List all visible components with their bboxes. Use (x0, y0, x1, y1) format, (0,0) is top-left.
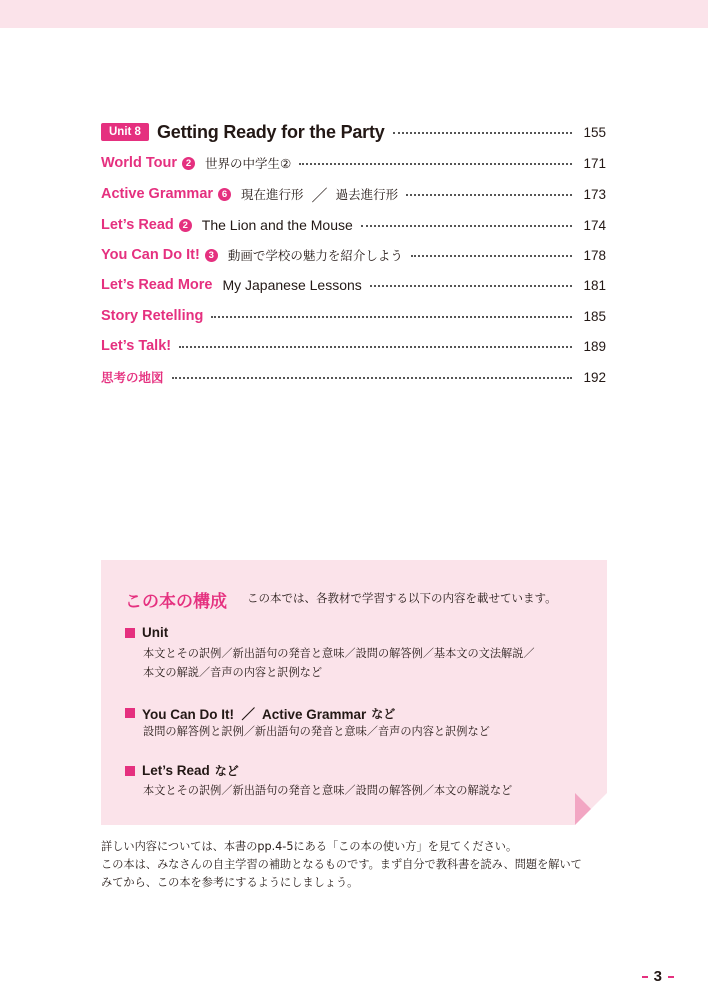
toc-row-lets-talk[interactable] (101, 334, 606, 358)
square-bullet-icon (125, 766, 135, 776)
dot-leader (361, 225, 572, 227)
box-item-line: 本文とその訳例／新出語句の発音と意味／設問の解答例／本文の解説など (143, 784, 513, 797)
toc-row-thinking-map[interactable] (101, 365, 606, 389)
page-ref: 173 (583, 186, 606, 202)
item-heading-text: Let’s Read (142, 763, 210, 778)
footnote-line: この本は、みなさんの自主学習の補助となるものです。まず自分で教科書を読み、問題を解いて (101, 858, 582, 871)
section-title: 思考の地図 (101, 370, 164, 385)
dash-decoration (642, 976, 648, 978)
slash-separator: ／ (311, 185, 328, 205)
page-ref: 174 (583, 217, 606, 233)
dot-leader (211, 316, 572, 318)
box-intro: この本では、各教材で学習する以下の内容を載せています。 (247, 591, 557, 605)
section-number-badge: 2 (182, 157, 195, 170)
box-item-heading (125, 762, 239, 779)
section-title: Let’s Read More (101, 277, 213, 293)
page-ref: 171 (583, 155, 606, 171)
item-heading-text: Unit (142, 625, 169, 640)
footnote-line: 詳しい内容については、本書のpp.4-5にある「この本の使い方」を見てください。 (101, 840, 518, 853)
dot-leader (172, 377, 572, 379)
toc-row-story-retelling[interactable] (101, 304, 606, 328)
dot-leader (393, 132, 572, 134)
square-bullet-icon (125, 708, 135, 718)
toc-row-lets-read-more[interactable] (101, 273, 606, 297)
toc-row-lets-read[interactable] (101, 213, 606, 237)
page-number (636, 968, 680, 985)
header-band (0, 0, 708, 28)
box-item-heading (125, 625, 168, 640)
section-subtitle: 世界の中学生② (204, 156, 292, 171)
section-title: Let’s Talk! (101, 338, 172, 354)
square-bullet-icon (125, 628, 135, 638)
section-title: You Can Do It! (101, 247, 200, 263)
box-item-line: 設問の解答例と訳例／新出語句の発音と意味／音声の内容と訳例など (143, 725, 490, 738)
box-item-line: 本文の解説／音声の内容と訳例など (143, 666, 323, 679)
dot-leader (406, 194, 572, 196)
page-ref: 181 (583, 277, 606, 293)
page-number-text: 3 (653, 968, 662, 985)
box-item-heading (125, 703, 395, 723)
page-ref: 178 (583, 247, 606, 263)
item-heading-suffix: など (371, 706, 396, 721)
book-structure-box (101, 560, 607, 825)
section-subtitle-2: 過去進行形 (335, 187, 399, 202)
box-item-line: 本文とその訳例／新出語句の発音と意味／設問の解答例／基本文の文法解説／ (143, 647, 535, 660)
toc-row-you-can-do-it[interactable] (101, 243, 606, 267)
unit-badge: Unit 8 (101, 123, 149, 141)
toc-unit-row[interactable] (101, 120, 606, 144)
dot-leader (179, 346, 572, 348)
section-number-badge: 6 (218, 188, 231, 201)
footnote-line: みてから、この本を参考にするようにしましょう。 (101, 876, 359, 889)
item-heading-suffix: など (214, 764, 239, 778)
item-heading-text: You Can Do It! ／ Active Grammar (142, 707, 367, 722)
section-title: World Tour (101, 155, 177, 171)
page-fold-cutout (575, 793, 607, 825)
section-number-badge: 2 (179, 219, 192, 232)
section-title: Story Retelling (101, 308, 204, 324)
page-ref: 189 (583, 338, 606, 354)
section-subtitle: The Lion and the Mouse (201, 217, 353, 233)
dot-leader (411, 255, 572, 257)
section-subtitle: 動画で学校の魅力を紹介しよう (227, 248, 403, 263)
section-title: Let’s Read (101, 217, 174, 233)
unit-title: Getting Ready for the Party (156, 121, 385, 142)
page-ref: 185 (583, 308, 606, 324)
box-title: この本の構成 (125, 592, 227, 612)
toc-row-active-grammar[interactable] (101, 182, 606, 206)
section-subtitle: 現在進行形 (241, 187, 304, 202)
section-title: Active Grammar (101, 186, 214, 202)
page-ref: 192 (583, 369, 606, 385)
page-ref: 155 (583, 124, 606, 140)
dot-leader (370, 285, 572, 287)
section-number-badge: 3 (205, 249, 218, 262)
dot-leader (299, 163, 572, 165)
section-subtitle: My Japanese Lessons (222, 277, 362, 293)
dash-decoration (668, 976, 674, 978)
toc-row-world-tour[interactable] (101, 151, 606, 175)
